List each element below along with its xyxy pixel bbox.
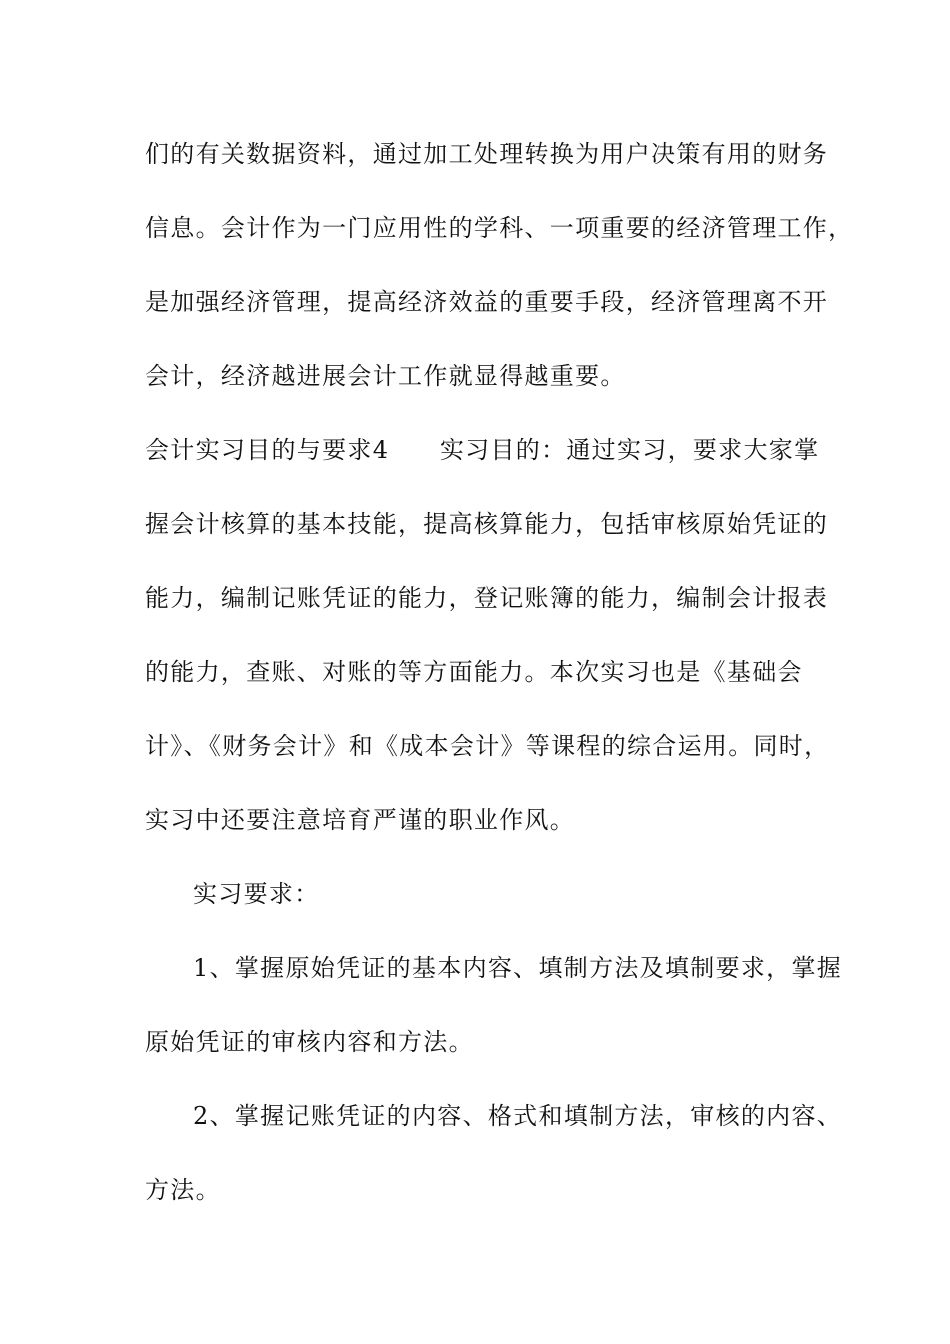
body-text-line: 们的有关数据资料，通过加工处理转换为用户决策有用的财务 bbox=[145, 140, 829, 168]
section-heading-line: 会计实习目的与要求4 实习目的：通过实习，要求大家掌 bbox=[145, 436, 820, 464]
list-item-2: 2、掌握记账凭证的内容、格式和填制方法，审核的内容、 bbox=[193, 1102, 843, 1130]
body-text-line: 的能力，查账、对账的等方面能力。本次实习也是《基础会 bbox=[145, 658, 803, 686]
list-item-2-continued: 方法。 bbox=[145, 1176, 221, 1204]
body-text-line: 握会计核算的基本技能，提高核算能力，包括审核原始凭证的 bbox=[145, 510, 829, 538]
list-item-1-continued: 原始凭证的审核内容和方法。 bbox=[145, 1028, 474, 1056]
requirements-heading: 实习要求： bbox=[193, 880, 320, 908]
body-text-line: 实习中还要注意培育严谨的职业作风。 bbox=[145, 806, 576, 834]
body-text-line: 能力，编制记账凭证的能力，登记账簿的能力，编制会计报表 bbox=[145, 584, 829, 612]
body-text-line: 计》、《财务会计》和《成本会计》等课程的综合运用。同时， bbox=[145, 732, 830, 760]
body-text-line: 是加强经济管理，提高经济效益的重要手段，经济管理离不开 bbox=[145, 288, 829, 316]
body-text-line: 会计，经济越进展会计工作就显得越重要。 bbox=[145, 362, 626, 390]
body-text-line: 信息。会计作为一门应用性的学科、一项重要的经济管理工作， bbox=[145, 214, 854, 242]
list-item-1: 1、掌握原始凭证的基本内容、填制方法及填制要求，掌握 bbox=[193, 954, 843, 982]
